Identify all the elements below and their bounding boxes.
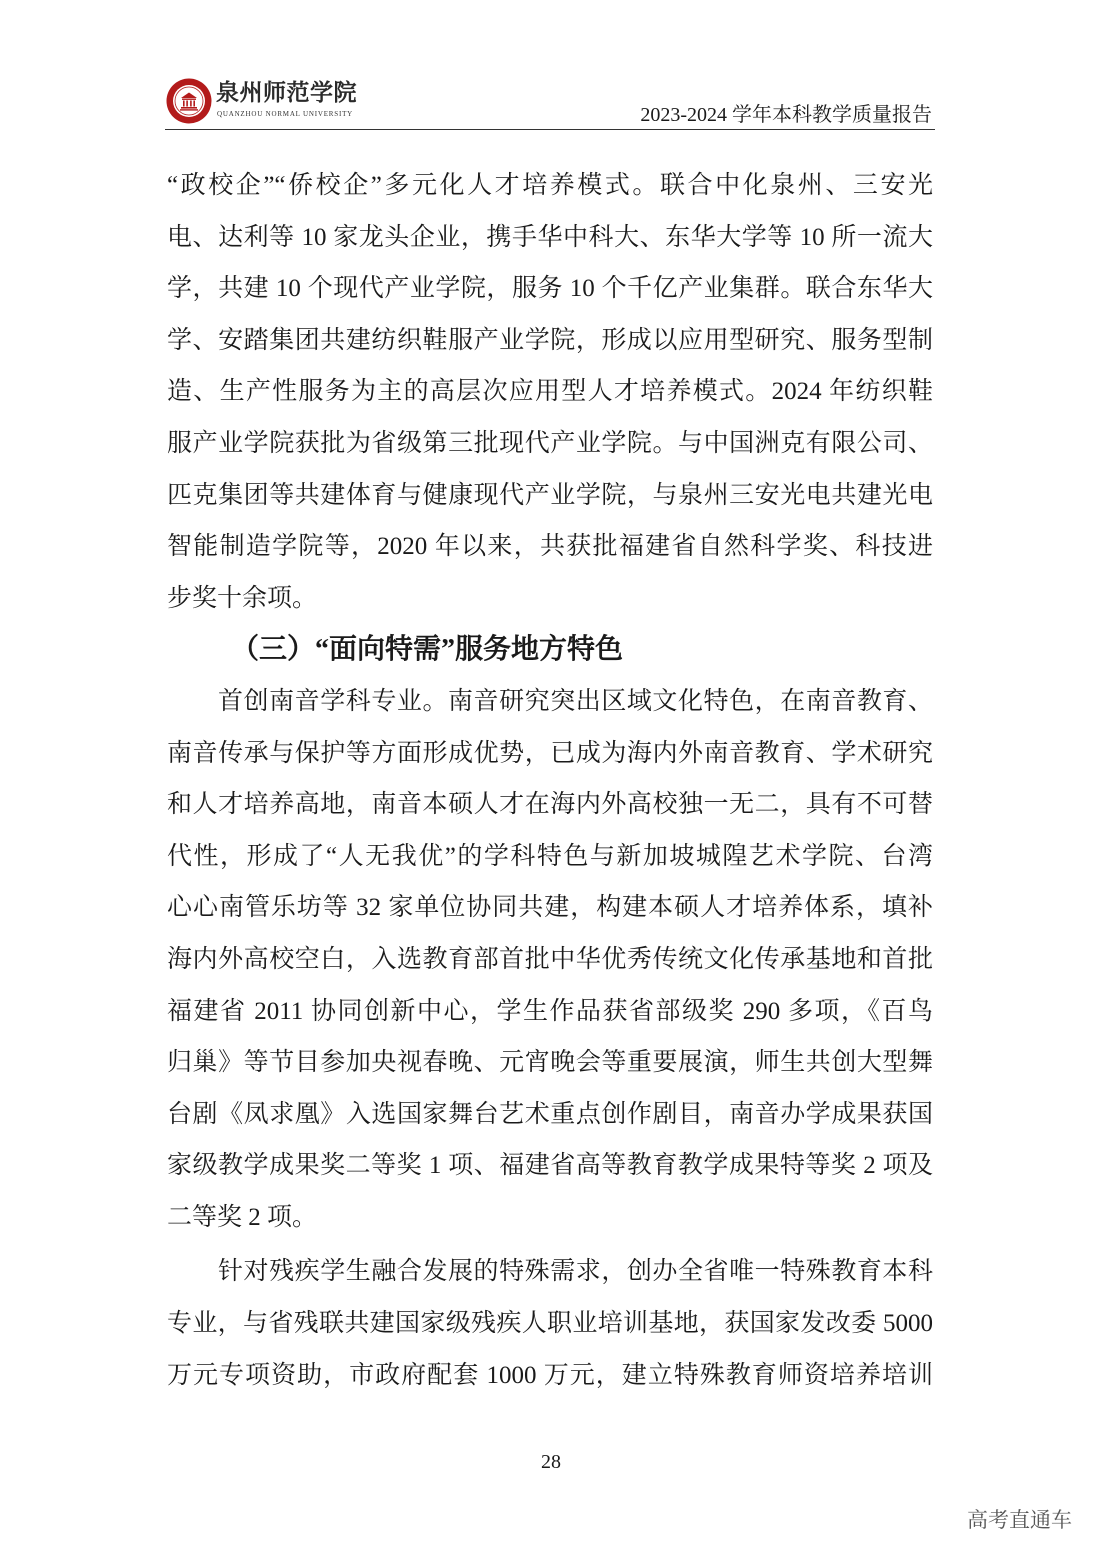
report-title: 2023-2024 学年本科教学质量报告	[640, 104, 932, 126]
watermark: 高考直通车	[967, 1508, 1072, 1532]
section-heading: （三）“面向特需”服务地方特色	[231, 634, 624, 666]
text-line: 归巢》等节目参加央视春晚、元宵晚会等重要展演，师生共创大型舞	[167, 1049, 933, 1077]
university-name-cn: 泉州师范学院	[216, 80, 357, 105]
text-line: 首创南音学科专业。南音研究突出区域文化特色，在南音教育、	[218, 687, 933, 715]
text-line: 心心南管乐坊等 32 家单位协同共建，构建本硕人才培养体系，填补	[167, 894, 933, 922]
text-line: 匹克集团等共建体育与健康现代产业学院，与泉州三安光电共建光电	[167, 481, 933, 509]
paragraph-continued	[167, 160, 933, 624]
text-line: 代性，形成了“人无我优”的学科特色与新加坡城隍艺术学院、台湾	[167, 842, 933, 870]
text-line: 专业，与省残联共建国家级残疾人职业培训基地，获国家发改委 5000	[167, 1310, 933, 1338]
header-divider	[165, 129, 935, 130]
text-line: 南音传承与保护等方面形成优势，已成为海内外南音教育、学术研究	[167, 739, 933, 767]
body-text	[167, 160, 933, 1401]
text-line: 智能制造学院等，2020 年以来，共获批福建省自然科学奖、科技进	[167, 533, 933, 561]
text-line: 学、安踏集团共建纺织鞋服产业学院，形成以应用型研究、服务型制	[167, 326, 933, 354]
text-line: 电、达利等 10 家龙头企业，携手华中科大、东华大学等 10 所一流大	[167, 223, 933, 251]
paragraph-special-education	[167, 1246, 933, 1401]
university-seal-icon	[166, 78, 212, 124]
text-line: 万元专项资助，市政府配套 1000 万元，建立特殊教育师资培养培训	[167, 1361, 933, 1389]
text-line: “政校企”“侨校企”多元化人才培养模式。联合中化泉州、三安光	[167, 172, 933, 199]
text-line: 学，共建 10 个现代产业学院，服务 10 个千亿产业集群。联合东华大	[167, 275, 933, 303]
text-line: 和人才培养高地，南音本硕人才在海内外高校独一无二，具有不可替	[167, 791, 933, 819]
page-number: 28	[541, 1451, 561, 1473]
text-line: 造、生产性服务为主的高层次应用型人才培养模式。2024 年纺织鞋	[167, 378, 933, 406]
text-line: 台剧《凤求凰》入选国家舞台艺术重点创作剧目，南音办学成果获国	[167, 1100, 933, 1128]
text-line: 二等奖 2 项。	[167, 1203, 318, 1231]
text-line: 福建省 2011 协同创新中心，学生作品获省部级奖 290 多项，《百鸟	[167, 997, 933, 1025]
text-line: 家级教学成果奖二等奖 1 项、福建省高等教育教学成果特等奖 2 项及	[167, 1152, 933, 1180]
paragraph-nanyin	[167, 676, 933, 1244]
text-line: 海内外高校空白，入选教育部首批中华优秀传统文化传承基地和首批	[167, 945, 933, 973]
text-line: 针对残疾学生融合发展的特殊需求，创办全省唯一特殊教育本科	[218, 1258, 933, 1286]
text-line: 服产业学院获批为省级第三批现代产业学院。与中国洲克有限公司、	[167, 429, 933, 457]
university-name-en: QUANZHOU NORMAL UNIVERSITY	[217, 110, 354, 118]
text-line: 步奖十余项。	[167, 584, 318, 612]
